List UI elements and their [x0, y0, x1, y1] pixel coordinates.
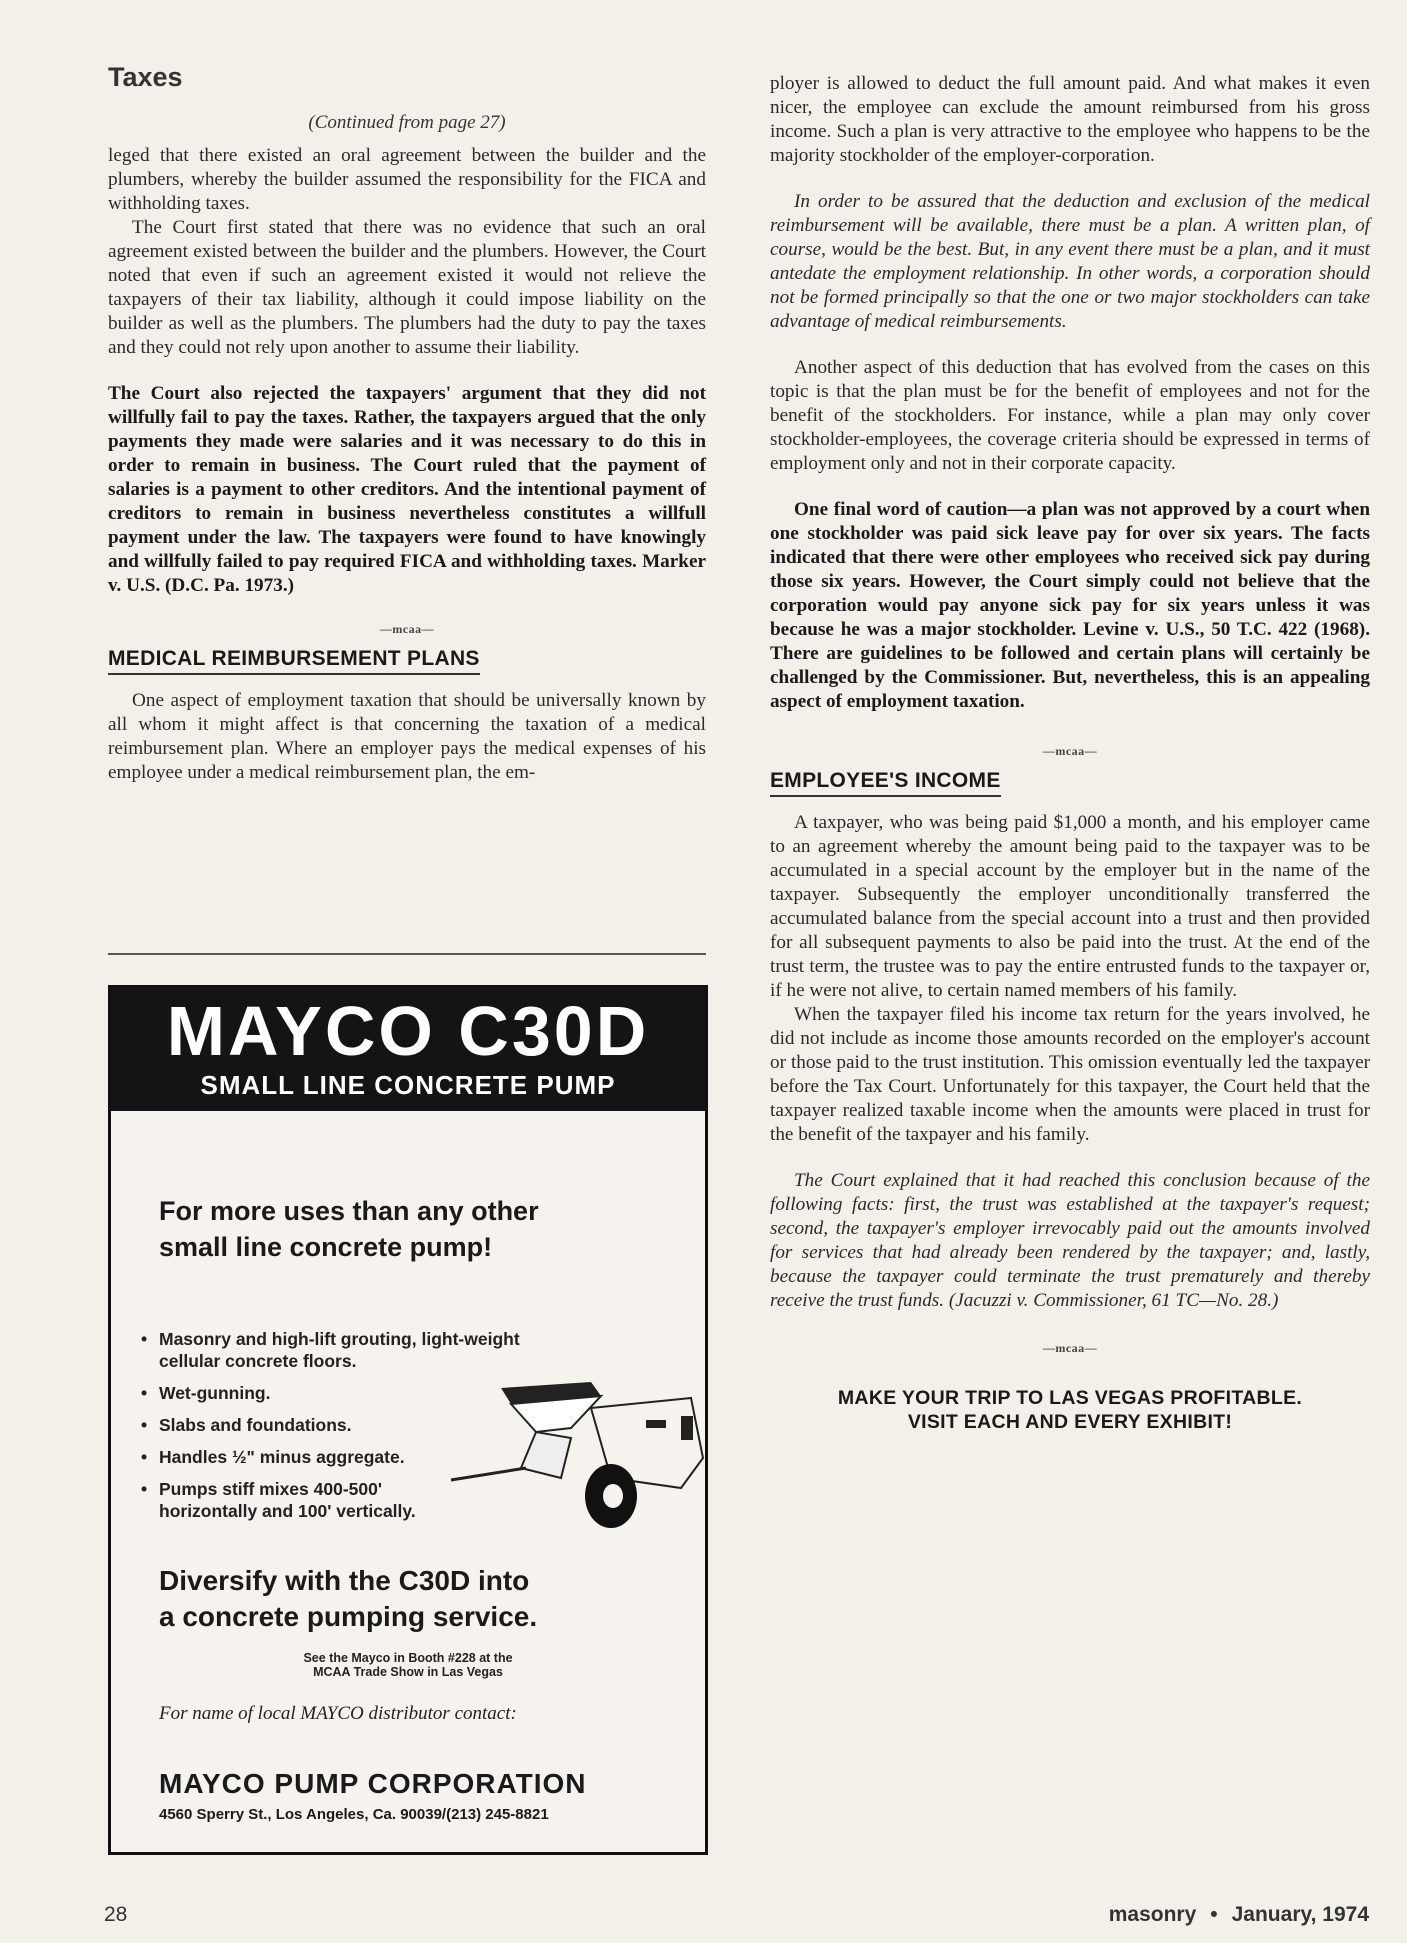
list-item: • Wet-gunning.: [139, 1382, 549, 1404]
ad-contact: For name of local MAYCO distributor contact:: [159, 1703, 517, 1724]
ad-diversify-line: Diversify with the C30D into: [159, 1565, 530, 1596]
ad-tagline-line: small line concrete pump!: [159, 1232, 493, 1262]
income-heading: EMPLOYEE'S INCOME: [770, 769, 1001, 797]
closing-line: MAKE YOUR TRIP TO LAS VEGAS PROFITABLE.: [837, 1387, 1303, 1409]
paragraph: When the taxpayer filed his income tax return for the years involved, he did not include as income those amounts recorded on the employer's account or those paid to the trust institution. This omission eventually led the taxpayer before the Tax Court. Unfortunately for this taxpayer, the Court held that the taxpayer realized taxable income when the amounts were placed in trust for the benefit of the taxpayer and his family.: [770, 1004, 1370, 1145]
ad-corporation: MAYCO PUMP CORPORATION: [159, 1768, 587, 1799]
footer: [1109, 1903, 1369, 1927]
ad-header: [111, 988, 705, 1111]
paragraph: A taxpayer, who was being paid $1,000 a month, and his employer came to an agreement whereby the amount being paid to the taxpayer was to be accumulated in a special account by the employer but in the name of the taxpayer. Subsequently the employer unconditionally transferred the accumulated balance from the special account into a trust and then provided for all subsequent payments to also be paid into the trust. At the end of the trust term, the trustee was to pay the entire entrusted funds to the taxpayer or, if he were not alive, to certain named members of his family.: [770, 812, 1370, 1001]
separator: —mcaa—: [379, 622, 435, 636]
ad-booth-line: See the Mayco in Booth #228 at the: [303, 1651, 513, 1665]
paragraph-italic: In order to be assured that the deduction and exclusion of the medical reimbursement will be available, there must be a plan. A written plan, of course, would be the best. But, in any event there must be a plan, and it must antedate the employment relationship. In other words, a corporation should not be formed principally so that the one or two major stockholders can take advantage of medical reimbursements.: [770, 191, 1370, 332]
list-item: • Handles ½" minus aggregate.: [139, 1446, 549, 1468]
ad-booth-note: [111, 1651, 705, 1679]
footer-bullet: •: [1210, 1903, 1218, 1926]
list-item: • Masonry and high-lift grouting, light-weight cellular concrete floors.: [139, 1328, 549, 1372]
separator: —mcaa—: [1042, 1341, 1098, 1355]
ad-tagline-line: For more uses than any other: [159, 1196, 539, 1226]
list-item: • Pumps stiff mixes 400-500' horizontally and 100' vertically.: [139, 1478, 549, 1522]
closing-message: [770, 1386, 1370, 1434]
closing-line: VISIT EACH AND EVERY EXHIBIT!: [907, 1411, 1233, 1433]
ad-tagline: [159, 1193, 539, 1265]
ad-title: MAYCO C30D: [166, 992, 650, 1070]
footer-date: January, 1974: [1231, 1903, 1369, 1926]
page-number: 28: [104, 1903, 128, 1926]
medical-heading: MEDICAL REIMBURSEMENT PLANS: [108, 647, 480, 675]
list-item: • Slabs and foundations.: [139, 1414, 549, 1436]
left-column: [108, 112, 706, 785]
pump-vent: [681, 1416, 693, 1440]
pump-frame: [521, 1432, 571, 1478]
ad-diversify-line: a concrete pumping service.: [159, 1601, 538, 1632]
pump-tongue: [451, 1468, 526, 1480]
ad-diversify: [159, 1563, 537, 1635]
right-column: [770, 72, 1370, 1434]
ad-booth-line: MCAA Trade Show in Las Vegas: [313, 1665, 503, 1679]
paragraph-bold: The Court also rejected the taxpayers' argument that they did not willfully fail to pay the taxes. Rather, the taxpayers argued that the only payments they made were salaries and it was necessary to do this in order to remain in business. The Court ruled that the payment of salaries is a payment to other creditors. And the intentional payment of creditors to remain in business nevertheless constitutes a willfull payment under the law. The taxpayers were found to have knowingly and willfully failed to pay required FICA and withholding taxes. Marker v. U.S. (D.C. Pa. 1973.): [108, 383, 706, 596]
divider-rule: [108, 953, 706, 955]
paragraph: One aspect of employment taxation that should be universally known by all whom it might affect is that concerning the taxation of a medical reimbursement plan. Where an employer pays the medical expenses of his employee under a medical reimbursement plan, the em-: [108, 690, 706, 783]
paragraph-bold: One final word of caution—a plan was not approved by a court when one stockholder was paid sick leave pay for over six years. The facts indicated that there were other employees who received sick pay during those six years. However, the Court simply could not believe that the corporation would pay anyone sick pay for six years unless it was because he was a major stockholder. Levine v. U.S., 50 T.C. 422 (1968). There are guidelines to be followed and certain plans will certainly be challenged by the Commissioner. But, nevertheless, this is an appealing aspect of employment taxation.: [770, 499, 1370, 712]
separator: —mcaa—: [1042, 744, 1098, 758]
ad-address: 4560 Sperry St., Los Angeles, Ca. 90039/(213) 245-8821: [159, 1806, 549, 1823]
pump-vent: [646, 1420, 666, 1428]
paragraph: leged that there existed an oral agreement between the builder and the plumbers, whereby the builder assumed the responsibility for the FICA and withholding taxes.: [108, 145, 706, 214]
paragraph-italic: The Court explained that it had reached this conclusion because of the following facts: first, the trust was established at the taxpayer's request; second, the taxpayer's employer irrevocably paid out the amounts involved for services that had already been rendered by the taxpayer; and, lastly, because the taxpayer could terminate the trust prematurely and thereby receive the trust funds. (Jacuzzi v. Commissioner, 61 TC—No. 28.): [770, 1170, 1370, 1311]
footer-publication: masonry: [1108, 1903, 1197, 1926]
mayco-advertisement: [108, 985, 708, 1855]
ad-subtitle: SMALL LINE CONCRETE PUMP: [200, 1070, 616, 1100]
paragraph: ployer is allowed to deduct the full amount paid. And what makes it even nicer, the employee can exclude the amount reimbursed from his gross income. Such a plan is very attractive to the employee who happens to be the majority stockholder of the employer-corporation.: [770, 73, 1370, 166]
paragraph: The Court first stated that there was no evidence that such an oral agreement existed between the builder and the plumbers. However, the Court noted that even if such an agreement existed it would not relieve the taxpayers of their tax liability, although it could impose liability on the builder as well as the plumbers. The plumbers had the duty to pay the taxes and they could not rely upon another to assume their liability.: [108, 217, 706, 358]
paragraph: Another aspect of this deduction that has evolved from the cases on this topic is that the plan must be for the benefit of employees and not for the benefit of the stockholders. For instance, while a plan may only cover stockholder-employees, the coverage criteria should be expressed in terms of employment only and not in their corporate capacity.: [770, 357, 1370, 474]
concrete-pump-illustration: [441, 1368, 711, 1533]
section-label: Taxes: [108, 62, 183, 92]
continued-note: (Continued from page 27): [308, 112, 506, 133]
pump-hub: [603, 1484, 623, 1508]
